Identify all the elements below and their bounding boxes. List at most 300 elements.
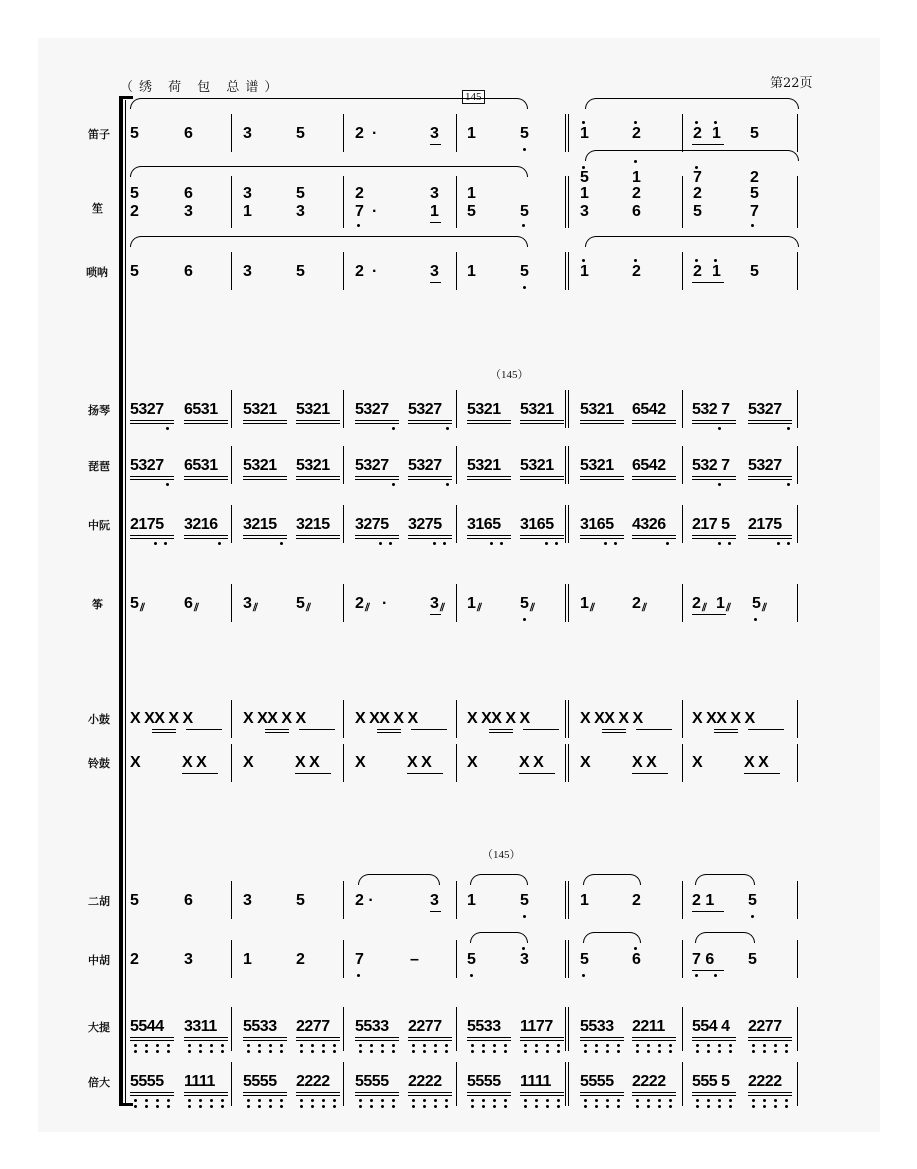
dati-low-dot (445, 1050, 448, 1053)
dati-low-dot (280, 1050, 283, 1053)
sheng-double-barline (565, 176, 566, 228)
zhongruan-low-dot (604, 542, 607, 545)
xiaogu-beam (714, 732, 738, 733)
yangqin-group: 5327 (748, 401, 782, 418)
yangqin-beam (130, 423, 174, 424)
yangqin-beam (520, 423, 564, 424)
beida-low-dot (524, 1105, 527, 1108)
dizi-note: 3 (430, 125, 439, 142)
zhonghu-note: 3 (520, 951, 529, 968)
dati-low-dot (636, 1050, 639, 1053)
linggu-pattern: X X (295, 754, 320, 771)
beida-low-dot (471, 1099, 474, 1102)
zhongruan-low-dot (787, 542, 790, 545)
sheng-upper-note: 1 (467, 185, 476, 202)
zhonghu-slur (583, 932, 641, 943)
dati-low-dot (412, 1050, 415, 1053)
beida-beam (355, 1092, 399, 1093)
dati-low-dot (636, 1044, 639, 1047)
suona-barline (343, 252, 344, 290)
zhongruan-group: 3165 (520, 516, 554, 533)
dati-low-dot (333, 1044, 336, 1047)
pipa-beam (467, 476, 511, 477)
dati-low-dot (647, 1044, 650, 1047)
zhonghu-note: 5 (467, 951, 476, 968)
xiaogu-beam (602, 729, 626, 730)
xiaogu-beam (748, 729, 784, 730)
yangqin-beam (355, 420, 399, 421)
beida-low-dot (412, 1099, 415, 1102)
tremolo-mark: ⫽ (530, 602, 535, 614)
beida-low-dot (774, 1105, 777, 1108)
dati-double-barline (568, 1007, 569, 1051)
zheng-low-dot (754, 618, 757, 621)
dati-low-dot (606, 1050, 609, 1053)
zhongruan-low-dot (500, 542, 503, 545)
zhongruan-low-dot (545, 542, 548, 545)
zheng-barline (343, 584, 344, 622)
yangqin-group: 5321 (520, 401, 554, 418)
beida-group: 1111 (184, 1073, 215, 1090)
beida-beam (184, 1095, 228, 1096)
suona-high-dot (582, 259, 585, 262)
dati-barline (456, 1007, 457, 1051)
system-line (125, 100, 126, 1104)
zheng-barline (231, 584, 232, 622)
beida-beam (184, 1092, 228, 1093)
sheng-lower-note: 3 (296, 203, 305, 220)
sheng-lower-note: 7 (355, 203, 364, 220)
beida-low-dot (412, 1105, 415, 1108)
beida-group: 2222 (748, 1073, 782, 1090)
beida-low-dot (658, 1099, 661, 1102)
beida-low-dot (557, 1105, 560, 1108)
dizi-note: 5 (296, 125, 305, 142)
beida-low-dot (524, 1099, 527, 1102)
zheng-double-barline (565, 584, 566, 622)
linggu-barline (797, 744, 798, 782)
zhongruan-low-dot (433, 542, 436, 545)
yangqin-beam (467, 420, 511, 421)
label-zhongruan: 中阮 (88, 519, 110, 532)
zhongruan-group: 3215 (296, 516, 330, 533)
yangqin-low-dot (166, 427, 169, 430)
dati-beam (243, 1037, 287, 1038)
sheng-upper-note: 5 (296, 185, 305, 202)
rehearsal-mark-145-strings: （145） (490, 369, 529, 381)
beida-low-dot (785, 1105, 788, 1108)
zheng-underline (430, 614, 441, 615)
zhongruan-barline (797, 505, 798, 543)
dati-beam (355, 1037, 399, 1038)
label-sheng: 笙 (92, 202, 103, 215)
pipa-low-dot (446, 483, 449, 486)
zhongruan-double-barline (568, 505, 569, 543)
pipa-low-dot (392, 483, 395, 486)
pipa-beam (580, 479, 624, 480)
pipa-double-barline (565, 446, 566, 484)
suona-slur (585, 236, 799, 247)
zheng-barline (456, 584, 457, 622)
dati-low-dot (156, 1044, 159, 1047)
beida-low-dot (423, 1105, 426, 1108)
pipa-beam (520, 479, 564, 480)
dati-low-dot (729, 1050, 732, 1053)
yangqin-low-dot (392, 427, 395, 430)
dati-low-dot (269, 1044, 272, 1047)
dizi-note: 2 (693, 125, 702, 142)
sheng-high-dot (695, 166, 698, 169)
dizi-high-dot (714, 121, 717, 124)
pipa-group: 5321 (580, 457, 614, 474)
dati-low-dot (658, 1050, 661, 1053)
xiaogu-pattern: X XX X X (130, 710, 193, 727)
zhongruan-group: 3165 (580, 516, 614, 533)
dati-beam (632, 1040, 676, 1041)
yangqin-beam (748, 423, 792, 424)
beida-low-dot (606, 1099, 609, 1102)
zhongruan-group: 4326 (632, 516, 666, 533)
zhonghu-slur (695, 932, 755, 943)
beida-low-dot (606, 1105, 609, 1108)
linggu-pattern: X (130, 754, 141, 771)
beida-low-dot (752, 1099, 755, 1102)
erhu-slur (695, 874, 755, 885)
yangqin-low-dot (446, 427, 449, 430)
tremolo-mark: ⫽ (253, 602, 258, 614)
tremolo-mark: ⫽ (702, 602, 707, 614)
zhongruan-beam (296, 538, 340, 539)
suona-note: 2 (693, 263, 702, 280)
beida-low-dot (696, 1099, 699, 1102)
dati-group: 5533 (355, 1018, 389, 1035)
dati-beam (408, 1040, 452, 1041)
beida-group: 2222 (632, 1073, 666, 1090)
zhongruan-low-dot (614, 542, 617, 545)
beida-beam (130, 1095, 174, 1096)
yangqin-beam (355, 423, 399, 424)
beida-low-dot (729, 1105, 732, 1108)
zhonghu-note: 1 (243, 951, 252, 968)
erhu-note: 2 (632, 892, 641, 909)
yangqin-beam (632, 420, 676, 421)
dati-low-dot (617, 1044, 620, 1047)
dati-beam (632, 1037, 676, 1038)
zheng-underline (692, 614, 726, 615)
zhongruan-group: 2175 (748, 516, 782, 533)
yangqin-group: 5321 (296, 401, 330, 418)
dati-low-dot (763, 1050, 766, 1053)
zhonghu-underline (692, 970, 724, 971)
sheng-double-barline (568, 176, 569, 228)
sheng-lower-note: 2 (130, 203, 139, 220)
zhongruan-beam (243, 538, 287, 539)
beida-low-dot (445, 1105, 448, 1108)
dati-low-dot (504, 1050, 507, 1053)
zhongruan-low-dot (666, 542, 669, 545)
dati-low-dot (504, 1044, 507, 1047)
dati-beam (692, 1037, 736, 1038)
pipa-beam (408, 476, 452, 477)
beida-barline (797, 1062, 798, 1106)
label-suona: 唢呐 (86, 266, 108, 279)
dizi-double-barline (568, 114, 569, 152)
pipa-beam (580, 476, 624, 477)
xiaogu-beam (714, 729, 738, 730)
dati-group: 5544 (130, 1018, 164, 1035)
linggu-pattern: X (243, 754, 254, 771)
dati-beam (467, 1040, 511, 1041)
erhu-note: 1 (467, 892, 476, 909)
zhonghu-slur (470, 932, 528, 943)
dati-beam (580, 1037, 624, 1038)
dizi-barline (343, 114, 344, 152)
zheng-note: 1 (580, 595, 589, 612)
beida-low-dot (210, 1105, 213, 1108)
dati-beam (520, 1037, 564, 1038)
sheng-lower-note: 5 (467, 203, 476, 220)
zhonghu-note: 6 (632, 951, 641, 968)
pipa-group: 5321 (467, 457, 501, 474)
dizi-note: 1 (712, 125, 721, 142)
dati-low-dot (493, 1050, 496, 1053)
beida-beam (520, 1092, 564, 1093)
beida-double-barline (568, 1062, 569, 1106)
dati-low-dot (145, 1050, 148, 1053)
dati-barline (343, 1007, 344, 1051)
dati-group: 2277 (408, 1018, 442, 1035)
beida-beam (692, 1092, 736, 1093)
beida-beam (467, 1092, 511, 1093)
zheng-barline (682, 584, 683, 622)
sheng-lower-note: 3 (580, 203, 589, 220)
pipa-barline (343, 446, 344, 484)
sheng-lower-note: 5 (580, 169, 589, 186)
zhongruan-beam (580, 535, 624, 536)
zhonghu-note: 2 (296, 951, 305, 968)
suona-slur (130, 236, 528, 247)
pipa-group: 5327 (748, 457, 782, 474)
dati-low-dot (696, 1050, 699, 1053)
linggu-beam (407, 773, 443, 774)
beida-low-dot (333, 1099, 336, 1102)
dati-low-dot (370, 1050, 373, 1053)
tremolo-mark: ⫽ (306, 602, 311, 614)
xiaogu-barline (797, 700, 798, 738)
zhongruan-beam (467, 535, 511, 536)
dizi-barline (797, 114, 798, 152)
dizi-high-dot (695, 121, 698, 124)
tremolo-mark: ⫽ (194, 602, 199, 614)
xiaogu-double-barline (568, 700, 569, 738)
sheng-lower-note: 1 (632, 169, 641, 186)
sheng-lower-note: 7 (750, 203, 759, 220)
beida-low-dot (247, 1105, 250, 1108)
dati-low-dot (557, 1050, 560, 1053)
yangqin-beam (467, 423, 511, 424)
erhu-slur (358, 874, 440, 885)
beida-low-dot (774, 1099, 777, 1102)
dizi-note: 5 (520, 125, 529, 142)
label-linggu: 铃鼓 (88, 757, 110, 770)
beida-low-dot (269, 1105, 272, 1108)
yangqin-group: 532 7 (692, 401, 730, 418)
label-erhu: 二胡 (88, 895, 110, 908)
xiaogu-beam (523, 729, 559, 730)
tremolo-mark: ⫽ (365, 602, 370, 614)
linggu-pattern: X (692, 754, 703, 771)
erhu-note: 3 (243, 892, 252, 909)
dati-beam (467, 1037, 511, 1038)
suona-barline (456, 252, 457, 290)
xiaogu-pattern: X XX X X (580, 710, 643, 727)
zhongruan-beam (467, 538, 511, 539)
dati-beam (184, 1037, 228, 1038)
zheng-note: 3 (243, 595, 252, 612)
pipa-group: 6542 (632, 457, 666, 474)
linggu-beam (744, 773, 780, 774)
bracket-bottom-hook (119, 1103, 133, 1106)
beida-low-dot (134, 1105, 137, 1108)
yangqin-barline (682, 390, 683, 428)
pipa-beam (296, 479, 340, 480)
yangqin-barline (456, 390, 457, 428)
beida-low-dot (280, 1099, 283, 1102)
tremolo-mark: ⫽ (642, 602, 647, 614)
dati-low-dot (471, 1044, 474, 1047)
erhu-underline (430, 911, 441, 912)
zheng-double-barline (568, 584, 569, 622)
zhongruan-group: 3165 (467, 516, 501, 533)
dati-beam (130, 1040, 174, 1041)
beida-low-dot (696, 1105, 699, 1108)
zhongruan-barline (231, 505, 232, 543)
beida-low-dot (584, 1099, 587, 1102)
zhonghu-barline (797, 940, 798, 978)
dati-barline (231, 1007, 232, 1051)
zhongruan-beam (580, 538, 624, 539)
tremolo-mark: ⫽ (726, 602, 731, 614)
zhongruan-low-dot (389, 542, 392, 545)
yangqin-beam (243, 423, 287, 424)
beida-low-dot (156, 1105, 159, 1108)
score-title: （绣 荷 包 总谱） (120, 80, 284, 95)
yangqin-group: 5327 (130, 401, 164, 418)
beida-low-dot (333, 1105, 336, 1108)
label-zhonghu: 中胡 (88, 954, 110, 967)
erhu-underline (692, 911, 724, 912)
pipa-low-dot (787, 483, 790, 486)
sheng-lower-note: 6 (632, 203, 641, 220)
beida-low-dot (392, 1105, 395, 1108)
sheng-upper-note: 3 (243, 185, 252, 202)
pipa-barline (797, 446, 798, 484)
beida-low-dot (617, 1099, 620, 1102)
system-bracket (119, 96, 123, 1106)
dati-low-dot (311, 1050, 314, 1053)
beida-low-dot (145, 1105, 148, 1108)
zhongruan-low-dot (280, 542, 283, 545)
sheng-upper-note: 6 (184, 185, 193, 202)
linggu-double-barline (565, 744, 566, 782)
yangqin-barline (343, 390, 344, 428)
zhongruan-low-dot (718, 542, 721, 545)
beida-low-dot (199, 1105, 202, 1108)
suona-note: 5 (130, 263, 139, 280)
beida-group: 555 5 (692, 1073, 730, 1090)
zhongruan-barline (456, 505, 457, 543)
beida-low-dot (647, 1105, 650, 1108)
suona-note: 5 (520, 263, 529, 280)
erhu-low-dot (523, 915, 526, 918)
dati-low-dot (300, 1050, 303, 1053)
dati-low-dot (482, 1044, 485, 1047)
dizi-barline (456, 114, 457, 152)
zhongruan-beam (692, 535, 736, 536)
beida-low-dot (471, 1105, 474, 1108)
dati-low-dot (247, 1050, 250, 1053)
pipa-beam (130, 476, 174, 477)
sheng-high-dot (582, 166, 585, 169)
dati-low-dot (199, 1044, 202, 1047)
erhu-note: 2 · (355, 892, 374, 909)
zhongruan-beam (184, 538, 228, 539)
suona-underline (692, 282, 724, 283)
dati-low-dot (300, 1044, 303, 1047)
dizi-note: 6 (184, 125, 193, 142)
dati-group: 5533 (243, 1018, 277, 1035)
beida-low-dot (280, 1105, 283, 1108)
linggu-barline (456, 744, 457, 782)
sheng-upper-note: 1 (580, 185, 589, 202)
linggu-beam (519, 773, 555, 774)
linggu-pattern: X X (407, 754, 432, 771)
beida-low-dot (557, 1099, 560, 1102)
dati-group: 2211 (632, 1018, 665, 1035)
erhu-barline (797, 881, 798, 919)
dati-low-dot (785, 1044, 788, 1047)
dati-low-dot (445, 1044, 448, 1047)
erhu-double-barline (568, 881, 569, 919)
pipa-beam (296, 476, 340, 477)
pipa-beam (748, 479, 792, 480)
zhongruan-low-dot (777, 542, 780, 545)
zhonghu-low-dot (582, 974, 585, 977)
beida-low-dot (145, 1099, 148, 1102)
beida-low-dot (445, 1099, 448, 1102)
zheng-note: 3 (430, 595, 439, 612)
erhu-note: 5 (296, 892, 305, 909)
zheng-note: 6 (184, 595, 193, 612)
beida-low-dot (752, 1105, 755, 1108)
sheng-low-dot (751, 224, 754, 227)
xiaogu-pattern: X XX X X (692, 710, 755, 727)
dizi-underline (430, 144, 441, 145)
pipa-group: 5321 (243, 457, 277, 474)
xiaogu-beam (411, 729, 447, 730)
pipa-group: 5327 (130, 457, 164, 474)
dizi-high-dot (634, 121, 637, 124)
suona-low-dot (523, 286, 526, 289)
beida-group: 5555 (355, 1073, 389, 1090)
dati-low-dot (423, 1050, 426, 1053)
xiaogu-beam (377, 732, 401, 733)
dati-group: 5533 (580, 1018, 614, 1035)
dati-low-dot (322, 1044, 325, 1047)
pipa-beam (355, 476, 399, 477)
dati-low-dot (718, 1044, 721, 1047)
zhonghu-double-barline (565, 940, 566, 978)
